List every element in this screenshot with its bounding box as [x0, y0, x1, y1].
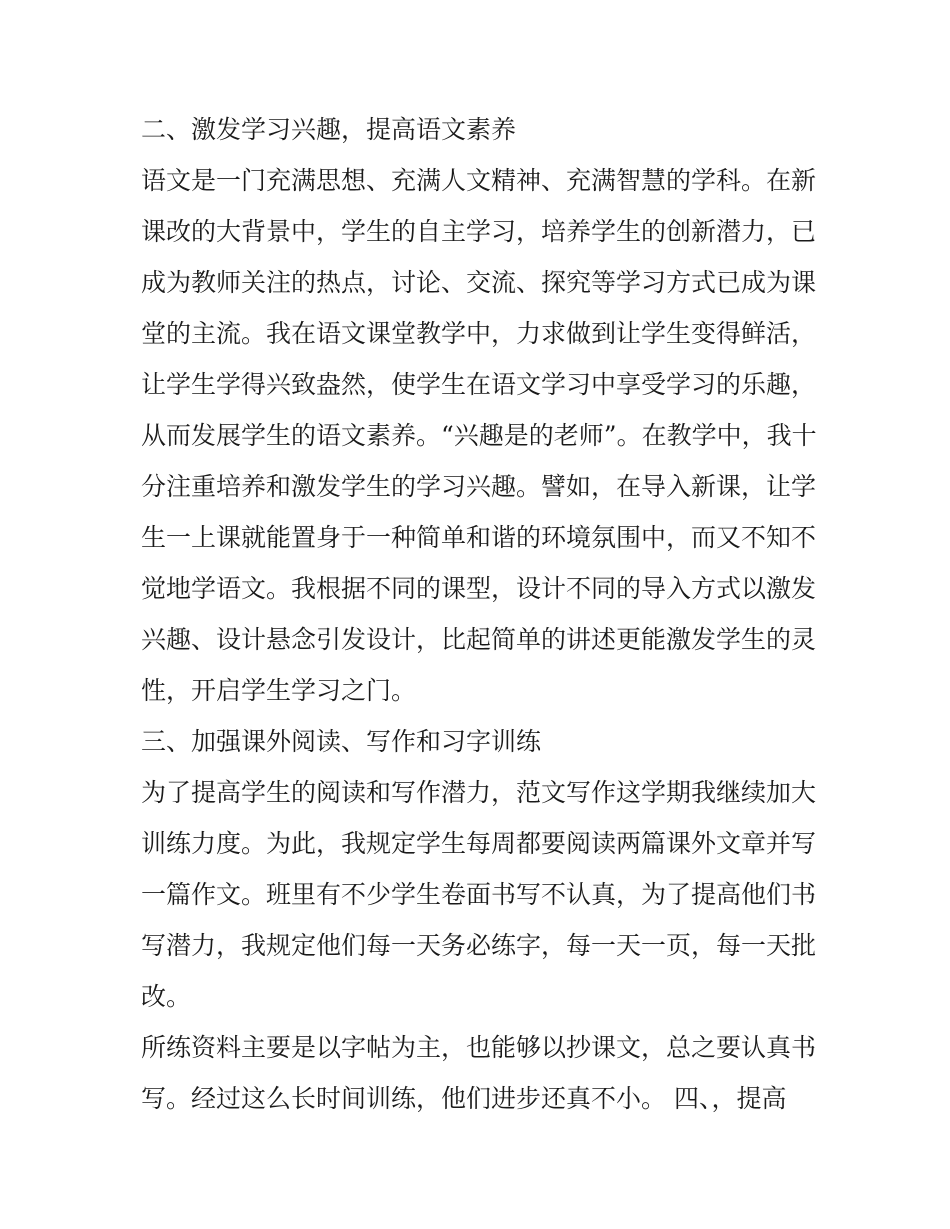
paragraph-line: 从而发展学生的语文素养。“兴趣是的老师”。在教学中，我十 [141, 421, 817, 450]
paragraph-line: 生一上课就能置身于一种简单和谐的环境氛围中，而又不知不 [141, 523, 817, 552]
heading-section-2: 二、激发学习兴趣，提高语文素养 [141, 115, 517, 144]
paragraph-line: 写潜力，我规定他们每一天务必练字，每一天一页，每一天批 [141, 931, 817, 960]
document-body [141, 104, 821, 1124]
paragraph-line: 一篇作文。班里有不少学生卷面书写不认真，为了提高他们书 [141, 880, 817, 909]
paragraph-line: 所练资料主要是以字帖为主，也能够以抄课文，总之要认真书 [141, 1033, 817, 1062]
paragraph-line: 改。 [141, 982, 192, 1011]
paragraph-line: 为了提高学生的阅读和写作潜力，范文写作这学期我继续加大 [141, 778, 817, 807]
paragraph-line: 堂的主流。我在语文课堂教学中，力求做到让学生变得鲜活， [141, 319, 817, 348]
paragraph-line: 觉地学语文。我根据不同的课型，设计不同的导入方式以激发 [141, 574, 817, 603]
paragraph-line: 写。经过这么长时间训练，他们进步还真不小。 四、，提高 [141, 1084, 787, 1113]
paragraph-line: 课改的大背景中，学生的自主学习，培养学生的创新潜力，已 [141, 217, 817, 246]
paragraph-line: 分注重培养和激发学生的学习兴趣。譬如，在导入新课，让学 [141, 472, 817, 501]
paragraph-line: 性，开启学生学习之门。 [141, 676, 417, 705]
paragraph-line: 训练力度。为此，我规定学生每周都要阅读两篇课外文章并写 [141, 829, 817, 858]
paragraph-line: 让学生学得兴致盎然，使学生在语文学习中享受学习的乐趣， [141, 370, 817, 399]
paragraph-line: 兴趣、设计悬念引发设计，比起简单的讲述更能激发学生的灵 [141, 625, 817, 654]
paragraph-line: 语文是一门充满思想、充满人文精神、充满智慧的学科。在新 [141, 166, 817, 195]
heading-section-3: 三、加强课外阅读、写作和习字训练 [141, 727, 542, 756]
paragraph-line: 成为教师关注的热点，讨论、交流、探究等学习方式已成为课 [141, 268, 817, 297]
